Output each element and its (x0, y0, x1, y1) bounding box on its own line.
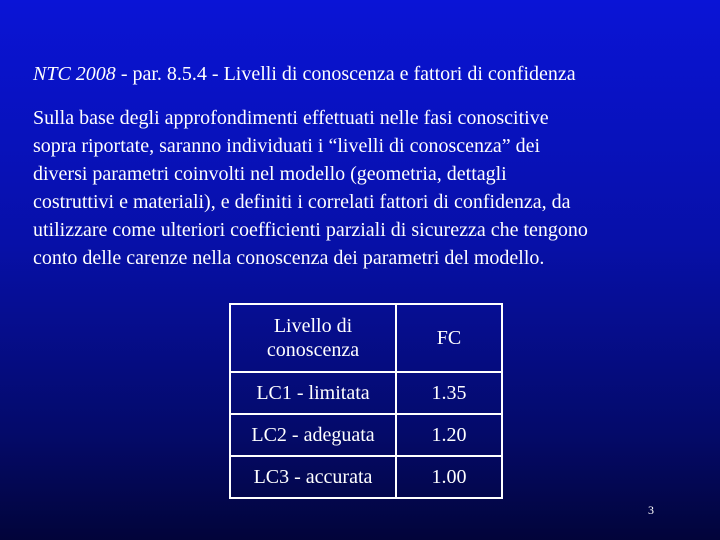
table-row (230, 456, 502, 498)
header-fc: FC (396, 304, 502, 372)
body-line: Sulla base degli approfondimenti effettuati nelle fasi conoscitive (33, 107, 549, 129)
level-cell: LC2 - adeguata (230, 414, 396, 456)
body-line: conto delle carenze nella conoscenza dei parametri del modello. (33, 247, 545, 269)
header-knowledge-level (230, 304, 396, 372)
body-line: costruttivi e materiali), e definiti i correlati fattori di confidenza, da (33, 191, 571, 213)
body-line: sopra riportate, saranno individuati i “livelli di conoscenza” dei (33, 135, 541, 157)
fc-cell: 1.35 (396, 372, 502, 414)
fc-cell: 1.20 (396, 414, 502, 456)
title-text: - par. 8.5.4 - Livelli di conoscenza e fattori di confidenza (115, 63, 576, 85)
table-header-row (230, 304, 502, 372)
page-number: 3 (648, 503, 654, 517)
table-row (230, 414, 502, 456)
table-row (230, 372, 502, 414)
title-norm-reference: NTC 2008 (33, 63, 116, 85)
body-line: utilizzare come ulteriori coefficienti parziali di sicurezza che tengono (33, 219, 588, 241)
slide-title (33, 62, 703, 86)
body-paragraph (33, 104, 703, 272)
header-level-line2: conoscenza (266, 339, 360, 361)
body-line: diversi parametri coinvolti nel modello (geometria, dettagli (33, 163, 507, 185)
level-cell: LC1 - limitata (230, 372, 396, 414)
header-level-line1: Livello di (273, 315, 353, 337)
level-cell: LC3 - accurata (230, 456, 396, 498)
confidence-factor-table (229, 303, 503, 499)
fc-cell: 1.00 (396, 456, 502, 498)
